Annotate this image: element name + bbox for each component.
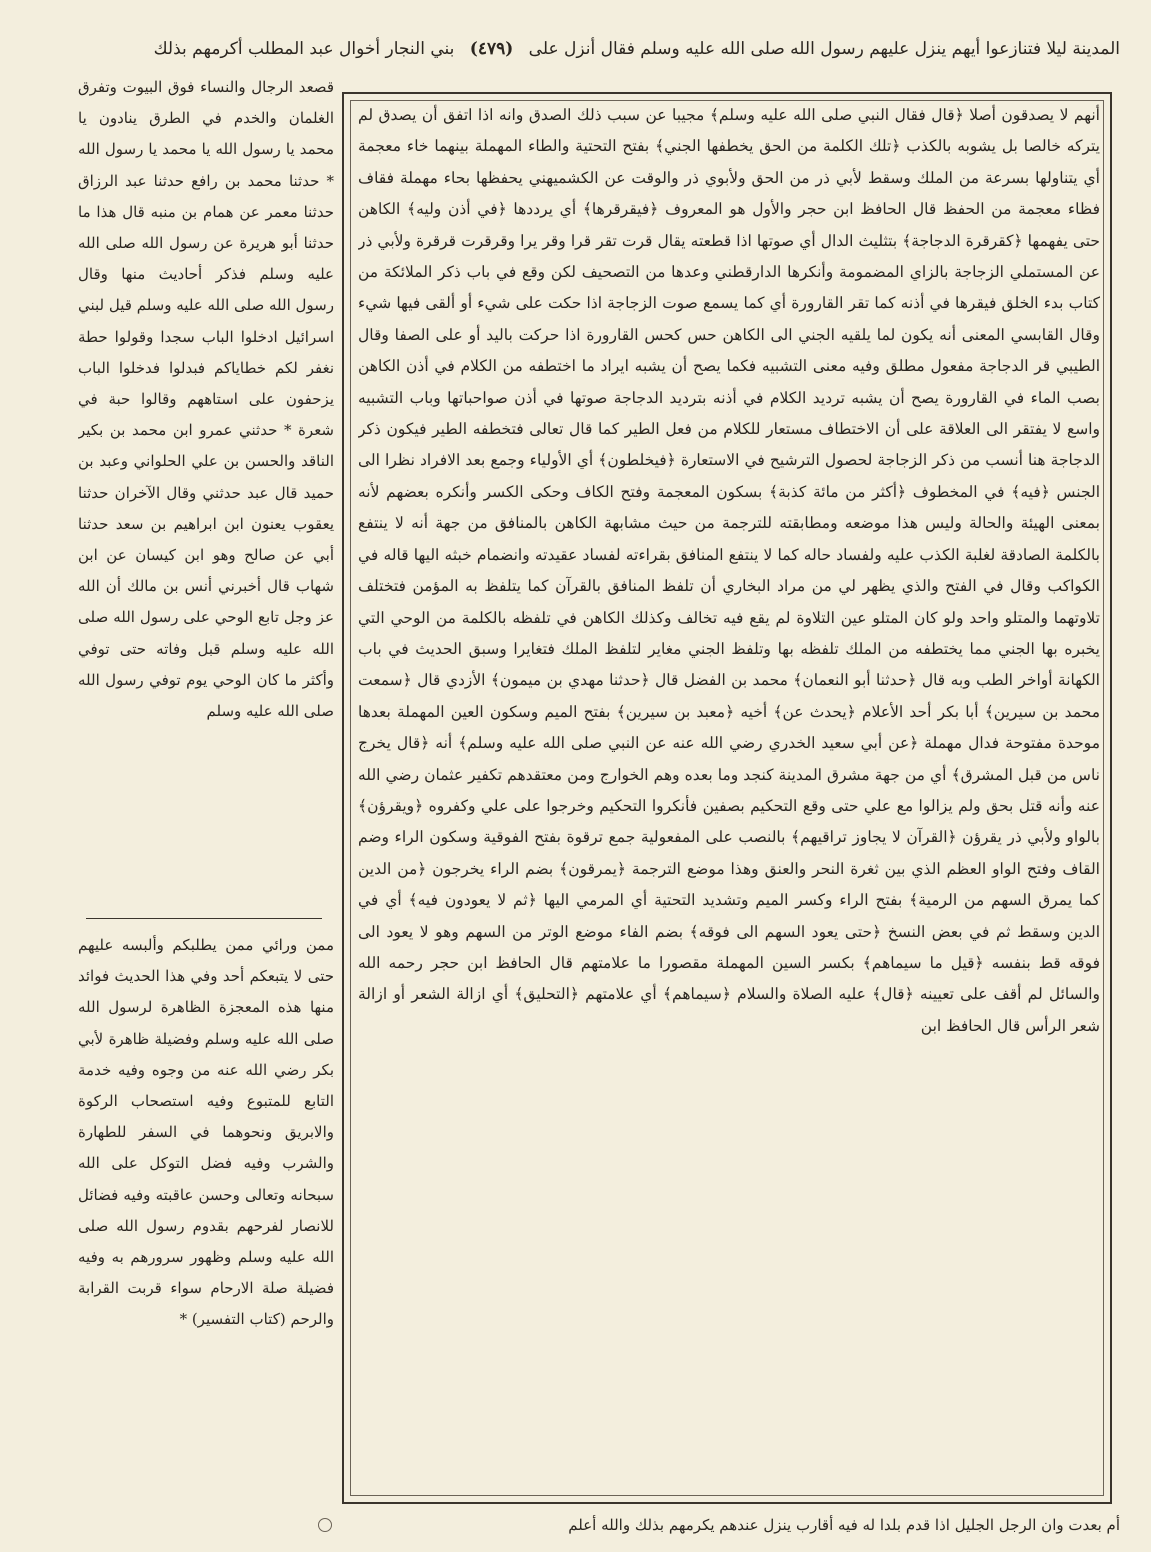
main-commentary-frame bbox=[342, 92, 1112, 1504]
margin-text-lower bbox=[78, 930, 334, 1510]
margin-divider bbox=[86, 918, 322, 919]
page-header bbox=[60, 28, 1120, 70]
header-left-text: بني النجار أخوال عبد المطلب أكرمهم بذلك bbox=[153, 39, 455, 59]
header-right-text: المدينة ليلا فتنازعوا أيهم ينزل عليهم رسول الله صلى الله عليه وسلم فقال أنزل على bbox=[528, 39, 1120, 59]
margin-lower-body: ممن ورائي ممن يطلبكم وألبسه عليهم حتى لا يتبعكم أحد وفي هذا الحديث فوائد منها هذه المعجزة الظاهرة لرسول الله صلى الله عليه وسلم وفضيلة ظاهرة لأبي بكر رضي الله عنه من وجوه وفيه خدمة التابع للمتبوع وفيه استصحاب الركوة والابريق ونحوهما في السفر للطهارة والشرب وفيه فضل التوكل على الله سبحانه وتعالى وحسن عاقبته وفيه فضائل للانصار لفرحهم بقدوم رسول الله صلى الله عليه وسلم وظهور سرورهم به وفيه فضيلة صلة الارحام سواء قربت القرابة والرحم bbox=[78, 936, 334, 1329]
margin-column bbox=[78, 72, 334, 1512]
margin-closing-title: (كتاب التفسير) * bbox=[179, 1310, 286, 1329]
page-number: (٤٧٩) bbox=[469, 39, 514, 59]
page-footer-line: أم بعدت وان الرجل الجليل اذا قدم بلدا له فيه أقارب ينزل عندهم يكرمهم بذلك والله أعلم bbox=[568, 1516, 1120, 1534]
margin-text-upper: قصعد الرجال والنساء فوق البيوت وتفرق الغلمان والخدم في الطرق ينادون يا محمد يا رسول الله يا محمد يا رسول الله * حدثنا محمد بن رافع حدثنا عبد الرزاق حدثنا معمر عن همام بن منبه قال هذا ما حدثنا أبو هريرة عن رسول الله صلى الله عليه وسلم فذكر أحاديث منها وقال رسول الله صلى الله عليه وسلم قيل لبني اسرائيل ادخلوا الباب سجدا وقولوا حطة نغفر لكم خطاياكم فبدلوا فدخلوا الباب يزحفون على استاههم وقالوا حبة في شعرة * حدثني عمرو ابن محمد بن بكير الناقد والحسن بن علي الحلواني وعبد بن حميد قال عبد حدثني وقال الآخران حدثنا يعقوب يعنون ابن ابراهيم بن سعد حدثنا أبي عن صالح وهو ابن كيسان عن ابن شهاب قال أخبرني أنس بن مالك أن الله عز وجل تابع الوحي على رسول الله صلى الله عليه وسلم قبل وفاته حتى توفي وأكثر ما كان الوحي يوم توفي رسول الله صلى الله عليه وسلم bbox=[78, 78, 334, 721]
main-commentary-text: أنهم لا يصدقون أصلا ﴿قال فقال النبي صلى الله عليه وسلم﴾ مجيبا عن سبب ذلك الصدق وانه اذا اتفق أن يصدق لم يتركه خالصا بل يشوبه بالكذب ﴿تلك الكلمة من الحق يخطفها الجني﴾ بفتح التحتية والطاء المهملة بينهما خاء معجمة أي يتناولها بسرعة من الملك وسقط لأبي ذر من الحق ولأبوي ذر والوقت عن الكشميهني يحفظها بحاء مهملة فقاف فظاء معجمة من الحفظ قال الحافظ ابن حجر والأول هو المعروف ﴿فيقرقرها﴾ أي يرددها ﴿في أذن وليه﴾ الكاهن حتى يفهمها ﴿كقرقرة الدجاجة﴾ بتثليث الدال أي صوتها اذا قطعته يقال قرت تقر قرا وقر يرا وقرقرت قرقرة ولأبي ذر عن المستملي الزجاجة بالزاي المضمومة وأنكرها الدارقطني وعدها من التصحيف لكن وقع في باب ذكر الملائكة من كتاب بدء الخلق فيقرها في أذنه كما تقر القارورة أي كما يسمع صوت الزجاجة اذا حكت على شيء أو ألقى فيها شيء وقال القابسي المعنى أنه يكون لما يلقيه الجني الى الكاهن حس كحس القارورة اذا حركت باليد أو على الصفا وقال الطيبي قر الدجاجة مفعول مطلق وفيه معنى التشبيه فكما يصح أن يشبه ايراد ما اختطفه من الكلام في أذن الكاهن بصب الماء في القارورة يصح أن يشبه ترديد الكلام في أذنه بترديد الدجاجة صوتها في أذن صواحباتها وباب التشبيه واسع لا يفتقر الى العلاقة على أن الاختطاف مستعار للكلام من فعل الطير كما قال تعالى فتخطفه الطير فيكون ذكر الدجاجة هنا أنسب من ذكر الزجاجة لحصول الترشيح في الاستعارة ﴿فيخلطون﴾ أي الأولياء وجمع بعد الافراد نظرا الى الجنس ﴿فيه﴾ في المخطوف ﴿أكثر من مائة كذبة﴾ بسكون المعجمة وفتح الكاف وحكى الكسر وأنكره بعضهم لأنه بمعنى الهيئة والحالة وليس هذا موضعه ومطابقته للترجمة من حيث مشابهة الكاهن بالمنافق من جهة أنه لا ينتفع بالكلمة الصادقة لغلبة الكذب عليه ولفساد حاله كما لا ينتفع المنافق بقراءته لفساد عقيدته وانضمام خبثه اليها قاله في الكواكب وقال في الفتح والذي يظهر لي من مراد البخاري أن تلفظ المنافق بالقرآن كما يتلفظ به المؤمن فتختلف تلاوتهما والمتلو واحد ولو كان المتلو عين التلاوة لم يقع فيه تخالف وكذلك الكاهن في تلفظه بالكلمة من الوحي التي يخبره بها الجني مما يختطفه من الملك تلفظه بها وتلفظ الجني مغاير لتلفظ الملك فتغايرا وسبق الحديث في باب الكهانة أواخر الطب وبه قال ﴿حدثنا أبو النعمان﴾ محمد بن الفضل قال ﴿حدثنا مهدي بن ميمون﴾ الأزدي قال ﴿سمعت محمد بن سيرين﴾ أبا بكر أحد الأعلام ﴿يحدث عن﴾ أخيه ﴿معبد بن سيرين﴾ بفتح الميم وسكون العين المهملة بعدها موحدة مفتوحة فدال مهملة ﴿عن أبي سعيد الخدري رضي الله عنه عن النبي صلى الله عليه وسلم﴾ أنه ﴿قال يخرج ناس من قبل المشرق﴾ أي من جهة مشرق المدينة كنجد وما بعده وهم الخوارج ومن معتقدهم تكفير عثمان رضي الله عنه وأنه قتل بحق ولم يزالوا مع علي حتى وقع التحكيم بصفين فأنكروا التحكيم وخرجوا على علي وكفروه ﴿ويقرؤن﴾ بالواو ولأبي ذر يقرؤن ﴿القرآن لا يجاوز تراقيهم﴾ بالنصب على المفعولية جمع ترقوة بفتح الفوقية وسكون الراء وضم القاف وفتح الواو العظم الذي بين ثغرة النحر والعنق وهذا موضع الترجمة ﴿يمرقون﴾ بضم الراء يخرجون ﴿من الدين كما يمرق السهم من الرمية﴾ بفتح الراء وكسر الميم وتشديد التحتية أي المرمي اليها ﴿ثم لا يعودون فيه﴾ أي في الدين وسقط ثم في بعض النسخ ﴿حتى يعود السهم الى فوقه﴾ بضم الفاء موضع الوتر من السهم وهو لا يعود الى فوقه قط بنفسه ﴿قيل ما سيماهم﴾ بكسر السين المهملة مقصورا ما علامتهم قال الحافظ ابن حجر رحمه الله والسائل لم أقف على تعيينه ﴿قال﴾ عليه الصلاة والسلام ﴿سيماهم﴾ أي علامتهم ﴿التحليق﴾ أي ازالة الشعر أو ازالة شعر الرأس قال الحافظ ابن bbox=[358, 106, 1100, 1035]
